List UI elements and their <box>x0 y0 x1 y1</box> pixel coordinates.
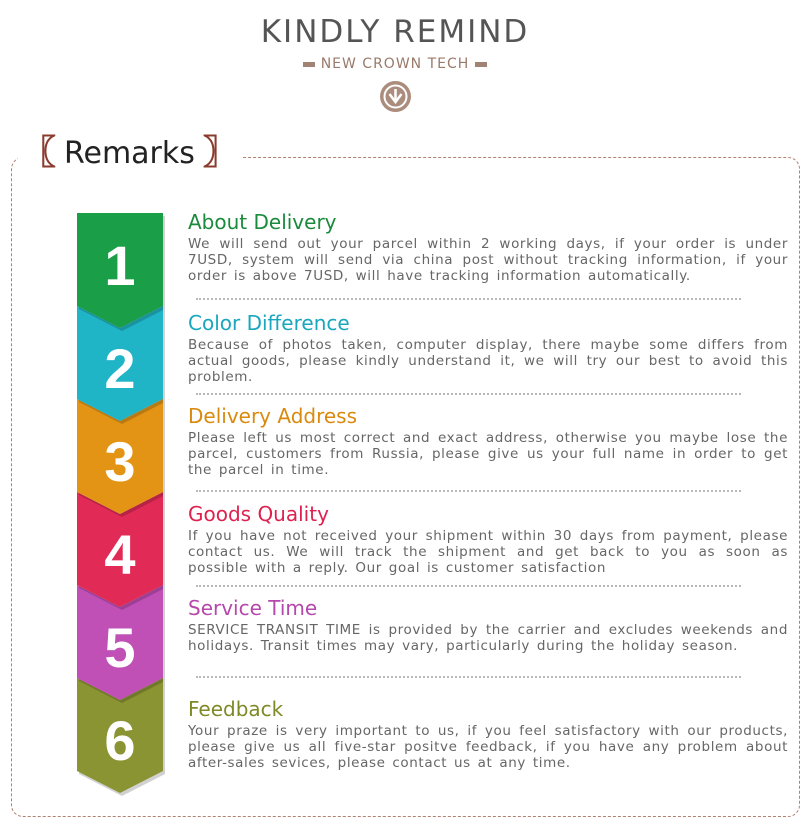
item-title: About Delivery <box>188 210 337 234</box>
left-bracket-icon: 〖 <box>22 134 56 172</box>
item-goods-quality <box>188 502 788 576</box>
subtitle: NEW CROWN TECH <box>320 56 470 72</box>
item-body: If you have not received your shipment within 30 days from payment, please contact us. We will track the shipment and get back to you as soon as possible with a reply. Our goal is customer satisfaction <box>188 528 788 576</box>
item-title: Service Time <box>188 596 318 620</box>
ribbon-segments <box>77 213 165 796</box>
divider <box>196 393 741 395</box>
item-color-difference <box>188 311 788 385</box>
divider <box>196 298 741 300</box>
right-bracket-icon: 〗 <box>202 134 237 172</box>
item-body: Because of photos taken, computer display, there maybe some differs from actual goods, please kindly understand it, we will try our best to avoid this problem. <box>188 337 788 385</box>
item-title: Goods Quality <box>188 502 329 526</box>
item-feedback <box>188 697 788 771</box>
item-body: Please left us most correct and exact address, otherwise you maybe lose the parcel, customers from Russia, please give us your full name in order to get the parcel in time. <box>188 430 788 478</box>
step-number-6: 6 <box>104 709 136 772</box>
step-number-5: 5 <box>104 616 136 679</box>
remarks-label: Remarks <box>64 135 195 171</box>
item-title: Feedback <box>188 697 284 721</box>
item-body: We will send out your parcel within 2 working days, if your order is under 7USD, system will send via china post without tracking information, if your order is above 7USD, will have tracking information automatically. <box>188 236 788 284</box>
item-body: Your praze is very important to us, if you feel satisfactory with our products, please give us all five-star positve feedback, if you have any problem about after-sales sevices, please contact us at any time. <box>188 723 788 771</box>
item-body: SERVICE TRANSIT TIME is provided by the carrier and excludes weekends and holidays. Transit times may vary, particularly during the holiday season. <box>188 622 788 654</box>
step-number-2: 2 <box>104 337 136 400</box>
item-delivery-address <box>188 404 788 478</box>
step-number-3: 3 <box>104 430 136 493</box>
divider <box>196 585 741 587</box>
divider <box>196 490 741 492</box>
item-title: Color Difference <box>188 311 350 335</box>
item-title: Delivery Address <box>188 404 358 428</box>
step-number-4: 4 <box>104 523 136 586</box>
item-service-time <box>188 596 788 654</box>
step-number-1: 1 <box>104 234 136 297</box>
divider <box>196 676 741 678</box>
page-title: KINDLY REMIND <box>260 14 530 50</box>
item-about-delivery <box>188 210 788 284</box>
